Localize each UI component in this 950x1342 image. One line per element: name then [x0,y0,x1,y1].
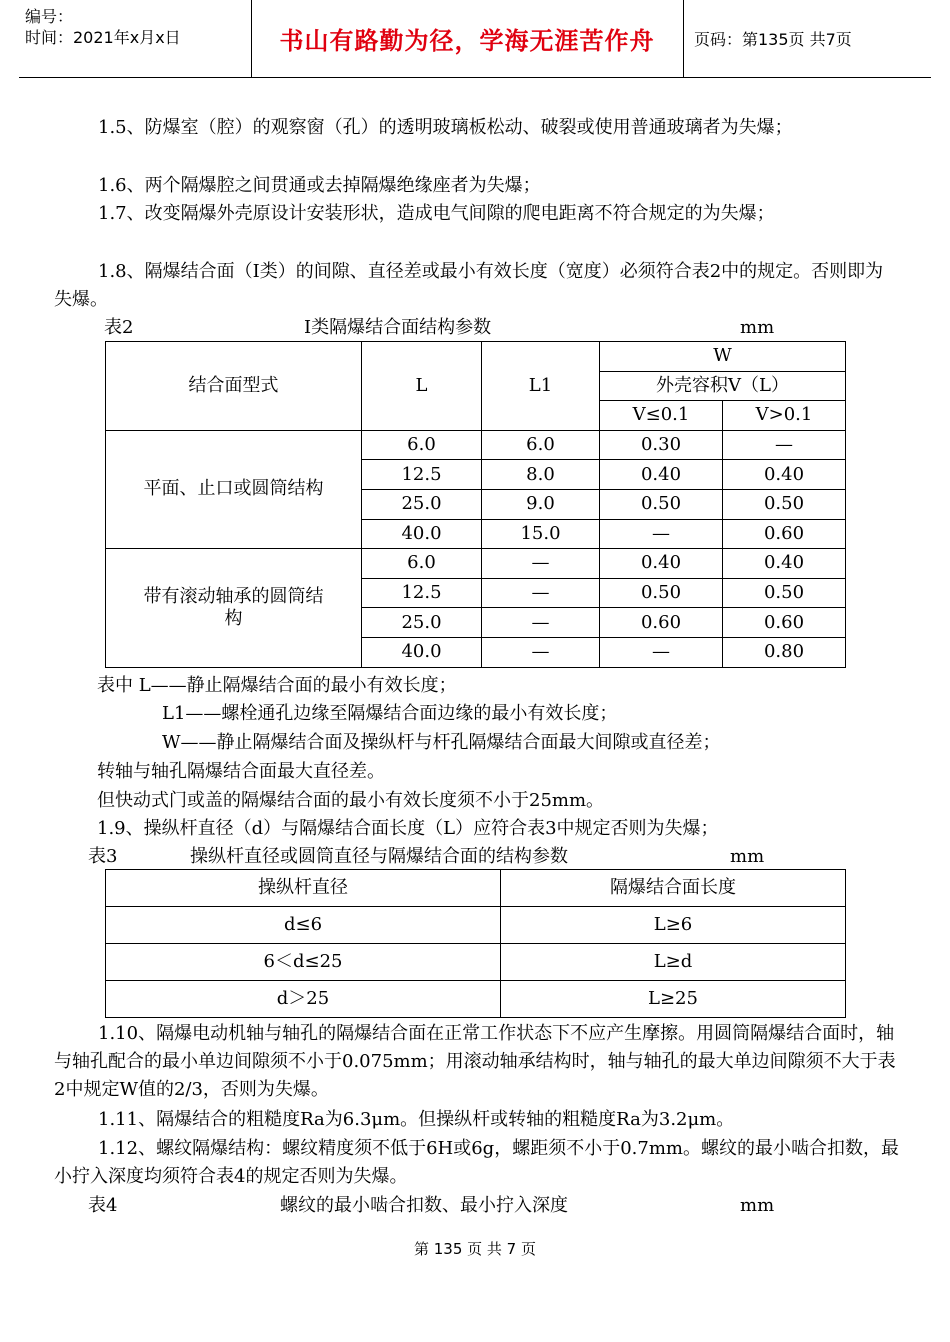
table-cell: 40.0 [362,519,482,549]
table-cell: L≥25 [501,981,846,1018]
table-cell: 0.50 [600,489,723,519]
paragraph-1-10: 1.10、隔爆电动机轴与轴孔的隔爆结合面在正常工作状态下不应产生摩擦。用圆筒隔爆结合面时，轴与轴孔配合的最小单边间隙须不小于0.075mm；用滚动轴承结构时，轴与轴孔的最大单边间隙须不大于表2中规定W值的2/3，否则为失爆。 [54,1023,896,1100]
table-cell: 12.5 [362,460,482,490]
table2-header-v1: V≤0.1 [600,401,723,431]
table-cell: — [723,430,846,460]
table-cell: — [482,549,600,579]
table2-header-type: 结合面型式 [106,342,362,431]
table2-header-l: L [362,342,482,431]
table2 [105,341,846,668]
note-l: 表中 L——静止隔爆结合面的最小有效长度； [97,675,457,696]
table-cell: 12.5 [362,578,482,608]
page-footer: 第 135 页 共 7 页 [413,1240,536,1258]
table-row [106,907,846,944]
table-cell: 0.40 [723,460,846,490]
table-cell: L≥d [501,944,846,981]
table2-unit: mm [740,317,775,338]
paragraph-1-9: 1.9、操纵杆直径（d）与隔爆结合面长度（L）应符合表3中规定否则为失爆； [97,818,719,839]
table2-label: 表2 [104,317,134,338]
paragraph-1-7: 1.7、改变隔爆外壳原设计安装形状，造成电气间隙的爬电距离不符合规定的为失爆； [98,203,775,224]
table-cell: 0.30 [600,430,723,460]
table-cell: 0.50 [723,489,846,519]
table-row [106,981,846,1018]
table-row [106,549,846,579]
table-cell: 6.0 [362,549,482,579]
header-left-cell [19,0,252,77]
table2-header-volume: 外壳容积V（L） [600,371,846,401]
table3-label: 表3 [88,846,118,867]
note-l1: L1——螺栓通孔边缘至隔爆结合面边缘的最小有效长度； [162,703,618,724]
table-row [106,430,846,460]
header-page-info: 页码：第135页 共7页 [694,30,852,49]
table2-group2-line1: 带有滚动轴承的圆筒结 [143,585,324,607]
date-label: 时间：2021年x月x日 [25,28,181,47]
table3-unit: mm [730,846,765,867]
table-cell: — [600,637,723,667]
note-w: W——静止隔爆结合面及操纵杆与杆孔隔爆结合面最大间隙或直径差； [162,732,721,753]
table2-header-l1: L1 [482,342,600,431]
table-cell: — [482,637,600,667]
table-cell: 6.0 [362,430,482,460]
table-cell: 0.40 [723,549,846,579]
table2-title: Ⅰ类隔爆结合面结构参数 [304,317,492,338]
header-motto: 书山有路勤为径，学海无涯苦作舟 [251,0,684,77]
table2-header-v2: V>0.1 [723,401,846,431]
table-cell: — [600,519,723,549]
note-shaft: 转轴与轴孔隔爆结合面最大直径差。 [97,761,385,782]
table-cell: 40.0 [362,637,482,667]
table3-header-length: 隔爆结合面长度 [501,870,846,907]
number-label: 编号： [25,7,74,26]
table-cell: 25.0 [362,489,482,519]
table2-header-w: W [600,342,846,372]
table4-title: 螺纹的最小啮合扣数、最小拧入深度 [280,1195,568,1216]
table4-label: 表4 [88,1195,118,1216]
table-cell: 0.40 [600,549,723,579]
table-cell: 8.0 [482,460,600,490]
table-cell: 0.50 [600,578,723,608]
table-cell: 0.50 [723,578,846,608]
table2-group2 [106,549,362,667]
table-cell: 9.0 [482,489,600,519]
table-cell: L≥6 [501,907,846,944]
paragraph-1-12: 1.12、螺纹隔爆结构：螺纹精度须不低于6H或6g，螺距须不小于0.7mm。螺纹的最小啮合扣数，最小拧入深度均须符合表4的规定否则为失爆。 [54,1138,899,1187]
paragraph-1-11: 1.11、隔爆结合的粗糙度Ra为6.3μm。但操纵杆或转轴的粗糙度Ra为3.2μm。 [98,1109,735,1130]
table-cell: 0.60 [600,608,723,638]
table-cell: — [482,578,600,608]
paragraph-1-6: 1.6、两个隔爆腔之间贯通或去掉隔爆绝缘座者为失爆； [98,175,541,196]
table2-group2-line2: 构 [224,607,243,629]
table-cell: 0.60 [723,608,846,638]
table-cell: 6.0 [482,430,600,460]
table-cell: 0.80 [723,637,846,667]
page-header [19,0,931,78]
table3 [105,869,846,1018]
table-cell: 15.0 [482,519,600,549]
paragraph-1-8: 1.8、隔爆结合面（Ⅰ类）的间隙、直径差或最小有效长度（宽度）必须符合表2中的规定。否则即为失爆。 [54,261,884,310]
table-cell: 0.60 [723,519,846,549]
table-row [106,944,846,981]
table3-header-rod: 操纵杆直径 [106,870,501,907]
note-quick-door: 但快动式门或盖的隔爆结合面的最小有效长度须不小于25mm。 [97,790,605,811]
table-cell: 0.40 [600,460,723,490]
table-cell: 25.0 [362,608,482,638]
table2-group1: 平面、止口或圆筒结构 [106,430,362,548]
table4-unit: mm [740,1195,775,1216]
table3-title: 操纵杆直径或圆筒直径与隔爆结合面的结构参数 [190,846,568,867]
table-cell: d≤6 [106,907,501,944]
table-cell: — [482,608,600,638]
table-cell: 6＜d≤25 [106,944,501,981]
table-cell: d＞25 [106,981,501,1018]
paragraph-1-5: 1.5、防爆室（腔）的观察窗（孔）的透明玻璃板松动、破裂或使用普通玻璃者为失爆； [98,117,793,138]
